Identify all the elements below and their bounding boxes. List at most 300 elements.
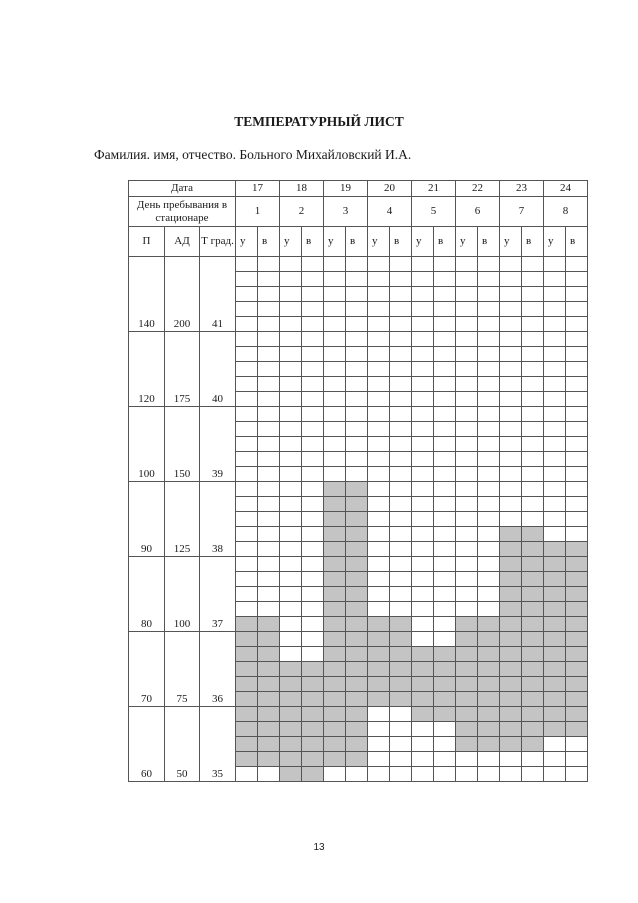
grid-cell xyxy=(368,257,390,272)
grid-cell xyxy=(258,377,280,392)
temperature-bar-cell xyxy=(478,722,500,737)
grid-cell xyxy=(478,407,500,422)
grid-cell xyxy=(236,392,258,407)
temperature-bar-cell xyxy=(566,557,588,572)
temperature-bar-cell xyxy=(456,737,478,752)
stay-day-cell: 8 xyxy=(544,197,588,227)
temperature-bar-cell xyxy=(544,617,566,632)
temperature-bar-cell xyxy=(302,767,324,782)
grid-cell xyxy=(390,587,412,602)
grid-cell xyxy=(522,407,544,422)
grid-cell xyxy=(368,302,390,317)
temperature-bar-cell xyxy=(544,692,566,707)
temperature-bar-cell xyxy=(324,527,346,542)
temperature-bar-cell xyxy=(346,647,368,662)
grid-cell xyxy=(390,767,412,782)
grid-cell xyxy=(302,542,324,557)
temperature-bar-cell xyxy=(258,617,280,632)
grid-cell xyxy=(324,347,346,362)
grid-cell xyxy=(566,752,588,767)
grid-cell xyxy=(280,617,302,632)
grid-cell xyxy=(390,527,412,542)
grid-cell xyxy=(236,482,258,497)
grid-cell xyxy=(500,392,522,407)
grid-cell xyxy=(544,332,566,347)
stay-day-cell: 1 xyxy=(236,197,280,227)
grid-cell xyxy=(500,317,522,332)
temperature-bar-cell xyxy=(236,617,258,632)
grid-cell xyxy=(258,272,280,287)
grid-cell xyxy=(434,452,456,467)
grid-cell xyxy=(478,542,500,557)
grid-cell xyxy=(390,302,412,317)
grid-cell xyxy=(478,332,500,347)
grid-cell xyxy=(434,467,456,482)
temperature-bar-cell xyxy=(346,542,368,557)
grid-cell xyxy=(478,362,500,377)
temperature-bar-cell xyxy=(302,752,324,767)
grid-cell xyxy=(390,482,412,497)
temperature-bar-cell xyxy=(500,692,522,707)
grid-cell xyxy=(346,302,368,317)
temperature-bar-cell xyxy=(500,587,522,602)
grid-cell xyxy=(412,617,434,632)
grid-cell xyxy=(412,437,434,452)
temperature-bar-cell xyxy=(566,662,588,677)
evening-slot-header: в xyxy=(258,227,280,257)
grid-cell xyxy=(346,257,368,272)
temperature-bar-cell xyxy=(544,647,566,662)
temperature-bar-cell xyxy=(522,527,544,542)
temperature-bar-cell xyxy=(456,692,478,707)
grid-cell xyxy=(522,752,544,767)
temperature-bar-cell xyxy=(280,722,302,737)
grid-cell xyxy=(434,572,456,587)
stay-day-cell: 5 xyxy=(412,197,456,227)
grid-cell xyxy=(478,512,500,527)
temperature-bar-cell xyxy=(434,692,456,707)
grid-cell xyxy=(412,527,434,542)
temperature-bar-cell xyxy=(236,737,258,752)
grid-cell xyxy=(478,392,500,407)
grid-cell xyxy=(280,527,302,542)
temperature-chart-table xyxy=(128,180,588,782)
temperature-bar-cell xyxy=(478,737,500,752)
grid-cell xyxy=(456,452,478,467)
temperature-bar-cell xyxy=(412,692,434,707)
grid-cell xyxy=(390,437,412,452)
temperature-bar-cell xyxy=(324,482,346,497)
grid-cell xyxy=(390,467,412,482)
grid-cell xyxy=(412,542,434,557)
temperature-bar-cell xyxy=(478,617,500,632)
grid-cell xyxy=(280,317,302,332)
grid-cell xyxy=(478,602,500,617)
grid-cell xyxy=(236,302,258,317)
grid-cell xyxy=(412,287,434,302)
temperature-bar-cell xyxy=(434,647,456,662)
grid-cell xyxy=(302,287,324,302)
grid-cell xyxy=(390,317,412,332)
grid-cell xyxy=(236,422,258,437)
grid-cell xyxy=(544,317,566,332)
grid-cell xyxy=(456,302,478,317)
grid-cell xyxy=(258,257,280,272)
grid-cell xyxy=(280,572,302,587)
grid-cell xyxy=(522,272,544,287)
grid-cell xyxy=(390,737,412,752)
grid-cell xyxy=(390,377,412,392)
grid-cell xyxy=(324,362,346,377)
temperature-bar-cell xyxy=(390,617,412,632)
temperature-bar-cell xyxy=(390,662,412,677)
grid-cell xyxy=(324,422,346,437)
grid-cell xyxy=(456,362,478,377)
grid-cell xyxy=(478,452,500,467)
grid-cell xyxy=(566,272,588,287)
grid-cell xyxy=(236,527,258,542)
temperature-bar-cell xyxy=(324,677,346,692)
grid-cell xyxy=(566,422,588,437)
date-cell: 23 xyxy=(500,181,544,197)
pressure-scale-value: 125 xyxy=(165,482,200,557)
grid-cell xyxy=(456,287,478,302)
temperature-bar-cell xyxy=(478,707,500,722)
grid-cell xyxy=(324,467,346,482)
grid-cell xyxy=(522,332,544,347)
grid-cell xyxy=(258,767,280,782)
grid-cell xyxy=(302,647,324,662)
temperature-bar-cell xyxy=(500,527,522,542)
grid-cell xyxy=(236,467,258,482)
morning-slot-header: у xyxy=(412,227,434,257)
temperature-bar-cell xyxy=(522,632,544,647)
grid-cell xyxy=(456,512,478,527)
grid-cell xyxy=(346,407,368,422)
temperature-bar-cell xyxy=(346,482,368,497)
grid-cell xyxy=(500,332,522,347)
temperature-bar-cell xyxy=(346,677,368,692)
grid-cell xyxy=(324,392,346,407)
temperature-bar-cell xyxy=(258,737,280,752)
temperature-bar-cell xyxy=(280,737,302,752)
grid-cell xyxy=(478,437,500,452)
grid-cell xyxy=(478,482,500,497)
grid-cell xyxy=(302,257,324,272)
temperature-bar-cell xyxy=(544,722,566,737)
temperature-bar-cell xyxy=(478,692,500,707)
pulse-scale-value: 90 xyxy=(129,482,165,557)
grid-cell xyxy=(280,452,302,467)
grid-cell xyxy=(544,527,566,542)
grid-cell xyxy=(434,617,456,632)
temperature-bar-cell xyxy=(324,497,346,512)
temperature-bar-cell xyxy=(566,677,588,692)
grid-cell xyxy=(456,557,478,572)
grid-cell xyxy=(324,377,346,392)
grid-cell xyxy=(434,632,456,647)
grid-cell xyxy=(258,497,280,512)
grid-cell xyxy=(412,452,434,467)
grid-cell xyxy=(390,422,412,437)
grid-cell xyxy=(302,437,324,452)
grid-cell xyxy=(434,347,456,362)
temperature-bar-cell xyxy=(434,662,456,677)
grid-cell xyxy=(324,287,346,302)
grid-cell xyxy=(434,482,456,497)
grid-cell xyxy=(456,527,478,542)
temperature-bar-cell xyxy=(236,647,258,662)
grid-cell xyxy=(258,362,280,377)
temperature-bar-cell xyxy=(368,692,390,707)
temperature-bar-cell xyxy=(346,752,368,767)
temperature-bar-cell xyxy=(500,542,522,557)
grid-cell xyxy=(258,512,280,527)
temperature-bar-cell xyxy=(500,647,522,662)
grid-cell xyxy=(302,527,324,542)
temperature-scale-value: 36 xyxy=(200,632,236,707)
grid-cell xyxy=(302,362,324,377)
grid-cell xyxy=(236,512,258,527)
grid-cell xyxy=(302,497,324,512)
grid-cell xyxy=(412,422,434,437)
temperature-bar-cell xyxy=(434,677,456,692)
grid-cell xyxy=(566,347,588,362)
grid-cell xyxy=(478,302,500,317)
grid-cell xyxy=(324,332,346,347)
pulse-scale-value: 120 xyxy=(129,332,165,407)
grid-cell xyxy=(368,392,390,407)
temperature-bar-cell xyxy=(324,572,346,587)
grid-cell xyxy=(280,347,302,362)
pressure-scale-value: 200 xyxy=(165,257,200,332)
grid-cell xyxy=(412,752,434,767)
grid-cell xyxy=(390,752,412,767)
temperature-bar-cell xyxy=(390,632,412,647)
temperature-bar-cell xyxy=(522,737,544,752)
grid-cell xyxy=(566,482,588,497)
grid-cell xyxy=(280,332,302,347)
pulse-scale-value: 140 xyxy=(129,257,165,332)
grid-cell xyxy=(456,497,478,512)
grid-cell xyxy=(324,767,346,782)
grid-cell xyxy=(390,497,412,512)
grid-cell xyxy=(280,257,302,272)
date-cell: 20 xyxy=(368,181,412,197)
temperature-scale-value: 39 xyxy=(200,407,236,482)
temperature-bar-cell xyxy=(258,722,280,737)
temperature-bar-cell xyxy=(522,722,544,737)
temperature-bar-cell xyxy=(566,707,588,722)
temperature-bar-cell xyxy=(522,557,544,572)
evening-slot-header: в xyxy=(346,227,368,257)
temperature-bar-cell xyxy=(522,617,544,632)
grid-cell xyxy=(456,482,478,497)
grid-cell xyxy=(544,257,566,272)
grid-cell xyxy=(544,362,566,377)
grid-cell xyxy=(500,362,522,377)
temperature-bar-cell xyxy=(346,692,368,707)
grid-cell xyxy=(434,497,456,512)
temperature-bar-cell xyxy=(566,647,588,662)
grid-cell xyxy=(324,407,346,422)
pulse-scale-value: 70 xyxy=(129,632,165,707)
temperature-bar-cell xyxy=(478,632,500,647)
grid-cell xyxy=(544,482,566,497)
temperature-bar-cell xyxy=(544,542,566,557)
grid-cell xyxy=(390,362,412,377)
temperature-bar-cell xyxy=(456,662,478,677)
temperature-bar-cell xyxy=(456,632,478,647)
temperature-bar-cell xyxy=(302,722,324,737)
grid-cell xyxy=(258,407,280,422)
grid-cell xyxy=(302,557,324,572)
grid-cell xyxy=(522,767,544,782)
temperature-bar-cell xyxy=(258,662,280,677)
grid-cell xyxy=(258,572,280,587)
temperature-bar-cell xyxy=(280,677,302,692)
grid-cell xyxy=(412,587,434,602)
temperature-bar-cell xyxy=(346,632,368,647)
grid-cell xyxy=(324,437,346,452)
temperature-bar-cell xyxy=(566,572,588,587)
grid-cell xyxy=(434,437,456,452)
grid-cell xyxy=(566,767,588,782)
temperature-bar-cell xyxy=(236,722,258,737)
grid-cell xyxy=(302,407,324,422)
grid-cell xyxy=(412,302,434,317)
grid-cell xyxy=(390,707,412,722)
grid-cell xyxy=(236,332,258,347)
grid-cell xyxy=(434,422,456,437)
temperature-bar-cell xyxy=(324,722,346,737)
grid-cell xyxy=(302,452,324,467)
grid-cell xyxy=(236,347,258,362)
temperature-bar-cell xyxy=(302,737,324,752)
grid-cell xyxy=(500,482,522,497)
grid-cell xyxy=(478,377,500,392)
grid-cell xyxy=(544,392,566,407)
grid-cell xyxy=(434,602,456,617)
grid-cell xyxy=(434,392,456,407)
grid-cell xyxy=(500,302,522,317)
grid-cell xyxy=(478,467,500,482)
grid-cell xyxy=(390,332,412,347)
grid-cell xyxy=(544,752,566,767)
grid-cell xyxy=(280,497,302,512)
stay-day-cell: 7 xyxy=(500,197,544,227)
pulse-column-header: П xyxy=(129,227,165,257)
grid-cell xyxy=(478,422,500,437)
grid-cell xyxy=(368,377,390,392)
stay-day-cell: 3 xyxy=(324,197,368,227)
grid-cell xyxy=(434,287,456,302)
grid-cell xyxy=(478,587,500,602)
grid-cell xyxy=(236,287,258,302)
temperature-bar-cell xyxy=(346,737,368,752)
temperature-bar-cell xyxy=(522,602,544,617)
grid-cell xyxy=(280,362,302,377)
grid-cell xyxy=(412,632,434,647)
temperature-bar-cell xyxy=(324,632,346,647)
grid-cell xyxy=(412,482,434,497)
temperature-bar-cell xyxy=(544,707,566,722)
temperature-bar-cell xyxy=(478,662,500,677)
grid-cell xyxy=(566,527,588,542)
temperature-bar-cell xyxy=(368,617,390,632)
temperature-scale-value: 40 xyxy=(200,332,236,407)
grid-cell xyxy=(302,332,324,347)
temperature-bar-cell xyxy=(456,617,478,632)
grid-cell xyxy=(478,272,500,287)
grid-cell xyxy=(456,542,478,557)
temperature-bar-cell xyxy=(566,587,588,602)
temperature-bar-cell xyxy=(522,692,544,707)
grid-cell xyxy=(390,557,412,572)
grid-cell xyxy=(368,572,390,587)
grid-cell xyxy=(434,767,456,782)
temperature-bar-cell xyxy=(456,647,478,662)
temperature-bar-cell xyxy=(368,647,390,662)
grid-cell xyxy=(522,392,544,407)
grid-cell xyxy=(368,452,390,467)
temperature-bar-cell xyxy=(258,752,280,767)
grid-cell xyxy=(258,587,280,602)
grid-cell xyxy=(500,422,522,437)
pressure-column-header: АД xyxy=(165,227,200,257)
temperature-bar-cell xyxy=(456,722,478,737)
grid-cell xyxy=(280,407,302,422)
grid-cell xyxy=(412,497,434,512)
temperature-bar-cell xyxy=(544,587,566,602)
grid-cell xyxy=(412,722,434,737)
temperature-bar-cell xyxy=(412,647,434,662)
grid-cell xyxy=(280,557,302,572)
grid-cell xyxy=(258,602,280,617)
grid-cell xyxy=(390,512,412,527)
grid-cell xyxy=(390,392,412,407)
grid-cell xyxy=(456,257,478,272)
grid-cell xyxy=(566,317,588,332)
temperature-bar-cell xyxy=(390,647,412,662)
grid-cell xyxy=(280,542,302,557)
temperature-scale-value: 35 xyxy=(200,707,236,782)
grid-cell xyxy=(412,362,434,377)
temperature-bar-cell xyxy=(456,707,478,722)
temperature-bar-cell xyxy=(346,617,368,632)
date-cell: 18 xyxy=(280,181,324,197)
date-cell: 17 xyxy=(236,181,280,197)
grid-cell xyxy=(500,272,522,287)
grid-cell xyxy=(302,467,324,482)
grid-cell xyxy=(500,407,522,422)
grid-cell xyxy=(478,317,500,332)
grid-cell xyxy=(258,302,280,317)
grid-cell xyxy=(324,272,346,287)
grid-cell xyxy=(500,497,522,512)
pulse-scale-value: 80 xyxy=(129,557,165,632)
grid-cell xyxy=(258,452,280,467)
temperature-bar-cell xyxy=(566,692,588,707)
temperature-bar-cell xyxy=(324,752,346,767)
grid-cell xyxy=(368,512,390,527)
grid-cell xyxy=(566,497,588,512)
grid-cell xyxy=(544,272,566,287)
grid-cell xyxy=(302,617,324,632)
grid-cell xyxy=(500,377,522,392)
temperature-bar-cell xyxy=(324,617,346,632)
grid-cell xyxy=(522,512,544,527)
